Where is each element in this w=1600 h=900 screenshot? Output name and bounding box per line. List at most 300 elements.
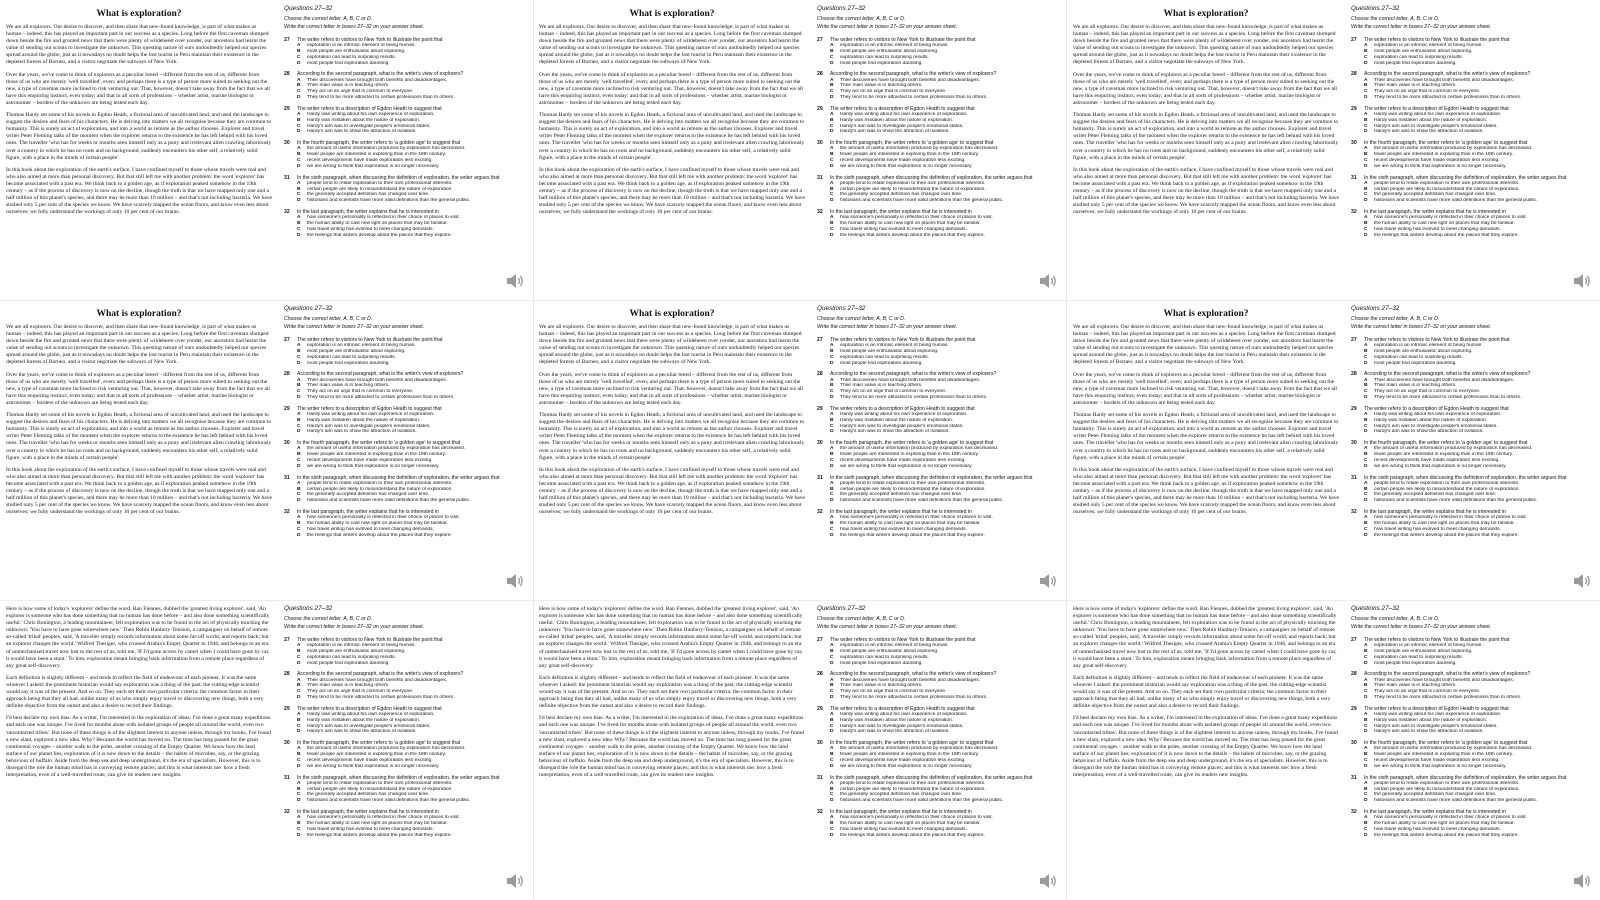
answer-option[interactable] [1351, 695, 1593, 701]
option-text: how travel writing has evolved to meet changing demands. [1374, 226, 1501, 232]
questions-header: Questions 27–32 [817, 305, 866, 312]
option-letter: A [830, 515, 834, 521]
option-text: the amount of useful information produced by exploration has decreased. [1374, 446, 1533, 452]
option-text: we are wrong to think that exploration is no longer necessary. [840, 163, 973, 169]
question-number: 30 [1351, 440, 1357, 447]
option-letter: A [830, 411, 834, 417]
option-text: Hardy was writing about his own experience of exploration. [1374, 111, 1502, 117]
option-text: recent developments have made exploration less exciting. [307, 457, 433, 463]
option-letter: D [830, 198, 834, 204]
answer-option[interactable] [1351, 129, 1593, 135]
passage-title: What is exploration? [96, 9, 182, 19]
answer-option[interactable] [284, 164, 526, 170]
option-text: They act on an urge that is common to everyone. [307, 389, 414, 395]
answer-option[interactable] [817, 361, 1059, 367]
answer-option[interactable] [1351, 498, 1593, 504]
option-text: the generally accepted definition has changed over time. [1374, 792, 1497, 798]
document-page-1 [533, 300, 1066, 600]
answer-option[interactable] [817, 764, 1059, 770]
passage-paragraph: I'd best declare my own bias. As a writer, I'm interested in the exploration of ideas. I've done a great many expeditions and each one was unique. I've lived for months alone with isolated groups of people all around the world, even two 'uncontacted tribes'. But none of these things is of the slightest interest to anyone unless, through my books, I've found a new slant, explored a new idea. Why? Because the world has moved on. The time has long passed for the great continental voyages – another walk to the poles, another crossing of the Empty Quarter. We know how the land surface of our planet lies; exploration of it is now down to the details – the habits of microbes, say, or the grazing behaviour of buffalo. Aside from the deep sea and deep underground, it's the era of specialists. However, this is to disregard the role the human mind has in conveying remote places; and this is what interests me: how a fresh interpretation, even of a well-travelled route, can give its readers new insights. [6, 715, 271, 779]
option-letter: C [1364, 526, 1368, 532]
option-text: we are wrong to think that exploration is no longer necessary. [307, 163, 440, 169]
answer-option[interactable] [817, 498, 1059, 504]
passage-paragraph: Over the years, we've come to think of explorers as a peculiar breed – different from the rest of us, different from those of us who are merely 'well travelled', even; and perhaps there is a type of person more suited to seeking out the new, a type of caveman more inclined to risk venturing out. That, however, doesn't take away from the fact that we all have this enquiring instinct, even today; and that in all sorts of professions – whether artist, marine biologist or astronomer – borders of the unknown are being tested each day. [1073, 371, 1337, 406]
option-letter: B [297, 83, 301, 89]
question-gap [284, 804, 526, 807]
option-text: Their discoveries have brought both benefits and disadvantages. [307, 377, 448, 383]
option-text: They act on an urge that is common to everyone. [840, 89, 947, 95]
question-gap [817, 804, 1059, 807]
answer-option[interactable] [817, 164, 1059, 170]
option-text: Hardy's aim was to investigate people's emotional states. [307, 423, 431, 429]
option-text: They act on an urge that is common to everyone. [840, 389, 947, 395]
option-text: recent developments have made exploration less exciting. [840, 457, 966, 463]
answer-option[interactable] [817, 798, 1059, 804]
option-letter: C [830, 226, 834, 232]
option-letter: A [297, 43, 301, 49]
option-letter: C [830, 354, 834, 360]
option-text: how travel writing has evolved to meet changing demands. [307, 526, 434, 532]
question-gap [1351, 538, 1593, 541]
option-letter: B [830, 452, 834, 458]
option-text: the amount of useful information produced by exploration has decreased. [1374, 146, 1533, 152]
option-letter: C [830, 689, 834, 695]
question-number: 31 [284, 774, 290, 781]
answer-option[interactable] [284, 498, 526, 504]
answer-option[interactable] [817, 695, 1059, 701]
question-gap [284, 735, 526, 738]
option-text: we are wrong to think that exploration is no longer necessary. [307, 463, 440, 469]
option-text: the feelings that writers develop about the places that they explore. [307, 532, 452, 538]
option-letter: D [830, 360, 834, 366]
speaker-icon[interactable] [1037, 270, 1059, 292]
answer-option[interactable] [1351, 429, 1593, 435]
answer-option[interactable] [284, 198, 526, 204]
passage-paragraph: Each definition is slightly different – and tends to reflect the field of endeavour of each pioneer. It was the same whoever I asked: the prominent historian would say exploration was a thing of the past, the cutting-edge scientist would say it was of the present. And so on. They each set their own particular criteria; the common factor in their approach being that they all had, unlike many of us who simply enjoy travel or discovering new things, both a very definite objective from the outset and also a desire to record their findings. [6, 674, 264, 710]
option-text: Hardy's aim was to investigate people's emotional states. [840, 723, 964, 729]
question-text: In the last paragraph, the writer explains that he is interested in [830, 208, 972, 215]
option-text: historians and scientists have more valid definitions than the general public. [840, 798, 1004, 804]
reading-passage [539, 6, 805, 294]
option-letter: D [830, 129, 834, 135]
option-letter: B [297, 649, 301, 654]
option-text: the amount of useful information produced by exploration has decreased. [840, 446, 999, 452]
option-letter: D [1364, 394, 1368, 400]
question-number: 27 [284, 37, 290, 43]
question-gap [817, 435, 1059, 438]
answer-option[interactable] [284, 695, 526, 701]
option-letter: D [1364, 94, 1368, 100]
option-letter: D [830, 94, 834, 100]
question-number: 29 [284, 105, 290, 112]
questions-instruction: Write the correct letter in boxes 27–32 on your answer sheet. [284, 624, 425, 630]
question-text: In the last paragraph, the writer explains that he is interested in [297, 208, 439, 215]
speaker-icon[interactable] [1037, 870, 1059, 892]
passage-paragraph: In this book about the exploration of the earth's surface, I have confined myself to those whose travels were real and who also aimed at more than personal discovery. But that still left me with another problem: the word 'explorer' has become associated with a past era. We think back to a golden age, as if exploration peaked somehow in the 19th century – as if the process of discovery is now on the decline, though the truth is that we have mapped only one and a half million of this planet's species, and there may be more than 10 million – and that's not including bacteria. We have studied only 5 per cent of the species we know. We have scarcely mapped the ocean floors, and know even less about ourselves; we fully understand the workings of only 10 per cent of our brains. [1073, 166, 1339, 216]
option-text: the generally accepted definition has changed over time. [840, 492, 963, 498]
option-text: fewer people are interested in exploring than in the 19th century. [840, 452, 980, 458]
option-text: the feelings that writers develop about the places that they explore. [840, 532, 985, 538]
option-letter: D [1364, 360, 1368, 366]
option-letter: D [1364, 798, 1368, 804]
option-letter: D [297, 60, 301, 66]
option-letter: C [830, 54, 834, 60]
answer-option[interactable] [1351, 464, 1593, 470]
answer-option[interactable] [284, 764, 526, 770]
answer-option[interactable] [1351, 661, 1593, 667]
question-text: In the fourth paragraph, the writer refers to 'a golden age' to suggest that [297, 440, 461, 447]
question-number: 29 [1351, 105, 1357, 112]
answer-option[interactable] [1351, 533, 1593, 539]
option-text: recent developments have made exploration less exciting. [1374, 757, 1500, 763]
option-letter: A [1364, 815, 1368, 821]
question-gap [1351, 770, 1593, 773]
option-text: Their discoveries have brought both benefits and disadvantages. [1374, 677, 1515, 683]
questions-instruction: Write the correct letter in boxes 27–32 on your answer sheet. [817, 624, 958, 630]
option-text: the generally accepted definition has changed over time. [307, 792, 430, 798]
question-number: 27 [817, 337, 823, 343]
question-text: The writer refers to a description of Egdon Heath to suggest that [830, 405, 975, 412]
option-letter: D [1364, 129, 1368, 135]
question-gap [1351, 470, 1593, 473]
option-letter: C [1364, 457, 1368, 463]
question-text: In the sixth paragraph, when discussing the definition of exploration, the writer argues that [297, 174, 500, 181]
option-letter: C [1364, 54, 1368, 60]
option-letter: D [830, 394, 834, 400]
option-letter: D [297, 198, 301, 204]
question-text: In the sixth paragraph, when discussing the definition of exploration, the writer argues that [297, 474, 500, 481]
option-text: certain people are likely to misunderstand the nature of exploration. [1374, 786, 1520, 792]
question-text: The writer refers to visitors to New York to illustrate the point that [830, 337, 976, 343]
question-gap [1351, 735, 1593, 738]
answer-option[interactable] [284, 798, 526, 804]
option-letter: C [1364, 354, 1368, 360]
option-text: most people find exploration daunting. [840, 660, 923, 666]
answer-option[interactable] [817, 233, 1059, 239]
question-text: In the last paragraph, the writer explains that he is interested in [297, 508, 439, 515]
answer-option[interactable] [284, 533, 526, 539]
answer-option[interactable] [1351, 729, 1593, 735]
option-text: the human ability to cast new light on places that may be familiar. [307, 220, 448, 226]
option-text: recent developments have made exploration less exciting. [307, 157, 433, 163]
questions-instruction: Choose the correct letter, A, B, C or D. [1351, 16, 1440, 22]
option-text: Hardy was mistaken about the nature of exploration. [1374, 717, 1488, 723]
option-letter: A [830, 677, 834, 683]
option-text: exploration can lead to surprising results. [307, 54, 396, 60]
option-letter: A [1364, 343, 1368, 349]
speaker-icon[interactable] [504, 570, 526, 592]
answer-option[interactable] [817, 95, 1059, 101]
row-divider [0, 600, 1600, 601]
option-letter: B [1364, 717, 1368, 723]
answer-option[interactable] [1351, 764, 1593, 770]
option-letter: A [1364, 215, 1368, 221]
answer-option[interactable] [1351, 798, 1593, 804]
answer-option[interactable] [817, 464, 1059, 470]
question-text: In the fourth paragraph, the writer refers to 'a golden age' to suggest that [297, 140, 461, 147]
option-text: how someone's personality is reflected in their choice of places to visit. [840, 215, 993, 221]
option-letter: D [1364, 198, 1368, 204]
option-letter: A [830, 111, 834, 117]
option-letter: B [1364, 417, 1368, 423]
option-text: historians and scientists have more valid definitions than the general public. [840, 198, 1004, 204]
question-number: 31 [1351, 174, 1357, 181]
speaker-icon[interactable] [1571, 870, 1593, 892]
option-text: the generally accepted definition has changed over time. [307, 192, 430, 198]
document-page-2 [533, 600, 1066, 900]
option-letter: B [297, 452, 301, 458]
answer-option[interactable] [1351, 198, 1593, 204]
speaker-icon[interactable] [504, 270, 526, 292]
answer-option[interactable] [817, 429, 1059, 435]
option-letter: B [830, 417, 834, 423]
option-text: the human ability to cast new light on places that may be familiar. [1374, 820, 1515, 826]
option-letter: A [1364, 746, 1368, 752]
option-letter: D [1364, 832, 1368, 838]
option-text: Hardy's aim was to investigate people's emotional states. [307, 123, 431, 129]
option-letter: C [297, 723, 301, 729]
answer-option[interactable] [1351, 95, 1593, 101]
option-letter: D [297, 694, 301, 700]
option-text: exploration is an intrinsic element of being human. [840, 343, 949, 349]
question-gap [1351, 504, 1593, 507]
question-text: The writer refers to a description of Egdon Heath to suggest that [830, 105, 975, 112]
option-text: Hardy's aim was to show the attraction of isolation. [1374, 129, 1484, 135]
passage-paragraph: In this book about the exploration of the earth's surface, I have confined myself to those whose travels were real and who also aimed at more than personal discovery. But that still left me with another problem: the word 'explorer' has become associated with a past era. We think back to a golden age, as if exploration peaked somehow in the 19th century – as if the process of discovery is now on the decline, though the truth is that we have mapped only one and a half million of this planet's species, and there may be more than 10 million – and that's not including bacteria. We have studied only 5 per cent of the species we know. We have scarcely mapped the ocean floors, and know even less about ourselves; we fully understand the workings of only 10 per cent of our brains. [539, 166, 805, 216]
option-text: They tend to be more attracted to certain professions than to others. [307, 694, 455, 700]
option-text: people tend to relate exploration to their own professional interests. [307, 780, 453, 786]
question-gap [817, 401, 1059, 404]
option-letter: A [297, 677, 301, 683]
passage-paragraph: Thomas Hardy set some of his novels in Egdon Heath, a fictional area of uncultivated land, and used the landscape to suggest the desires and fears of his characters. He is delving into matters we all recognise because they are common to humanity. This is surely an act of exploration, and into a world as remote as the author chooses. Explorer and travel writer Peter Fleming talks of the moment when the explorer returns to the existence he has left behind with his loved ones. The traveller 'who has for weeks or months seen himself only as a puny and irrelevant alien crawling laboriously over a country in which he has no roots and no background, suddenly encounters his other self, a relatively solid figure, with a place in the minds of certain people'. [1073, 112, 1339, 161]
question-gap [284, 838, 526, 841]
question-gap [817, 470, 1059, 473]
option-text: fewer people are interested in exploring than in the 19th century. [1374, 152, 1514, 158]
option-letter: C [297, 157, 301, 163]
option-text: people tend to relate exploration to their own professional interests. [307, 480, 453, 486]
option-text: Hardy's aim was to show the attraction of isolation. [307, 429, 417, 435]
questions-header: Questions 27–32 [284, 305, 333, 312]
option-text: how travel writing has evolved to meet changing demands. [307, 226, 434, 232]
option-text: Hardy was writing about his own experience of exploration. [840, 711, 968, 717]
option-letter: A [297, 377, 301, 383]
answer-option[interactable] [1351, 233, 1593, 239]
option-text: most people find exploration daunting. [307, 660, 390, 666]
answer-option[interactable] [1351, 395, 1593, 401]
answer-option[interactable] [817, 198, 1059, 204]
question-gap [817, 538, 1059, 541]
passage-title: What is exploration? [629, 309, 715, 319]
option-text: the feelings that writers develop about the places that they explore. [840, 232, 985, 238]
question-text: The writer refers to visitors to New York to illustrate the point that [1364, 637, 1510, 643]
option-text: the feelings that writers develop about the places that they explore. [1374, 232, 1519, 238]
option-text: exploration can lead to surprising results. [307, 354, 396, 360]
option-letter: B [297, 220, 301, 226]
question-text: The writer refers to visitors to New York to illustrate the point that [1364, 37, 1510, 43]
option-letter: A [830, 446, 834, 452]
questions-instruction: Write the correct letter in boxes 27–32 on your answer sheet. [1351, 624, 1492, 630]
option-letter: B [297, 117, 301, 123]
option-text: Their discoveries have brought both benefits and disadvantages. [1374, 77, 1515, 83]
answer-option[interactable] [284, 833, 526, 839]
option-text: people tend to relate exploration to their own professional interests. [1374, 180, 1520, 186]
question-gap [284, 238, 526, 241]
question-number: 32 [284, 208, 290, 215]
answer-option[interactable] [284, 464, 526, 470]
option-text: how travel writing has evolved to meet changing demands. [1374, 826, 1501, 832]
questions-header: Questions 27–32 [284, 5, 333, 12]
option-text: people tend to relate exploration to their own professional interests. [840, 180, 986, 186]
passage-paragraph: Over the years, we've come to think of explorers as a peculiar breed – different from the rest of us, different from those of us who are merely 'well travelled', even; and perhaps there is a type of person more suited to seeking out the new, a type of caveman more inclined to risk venturing out. That, however, doesn't take away from the fact that we all have this enquiring instinct, even today; and that in all sorts of professions – whether artist, marine biologist or astronomer – borders of the unknown are being tested each day. [539, 71, 803, 106]
passage-paragraph: Over the years, we've come to think of explorers as a peculiar breed – different from the rest of us, different from those of us who are merely 'well travelled', even; and perhaps there is a type of person more suited to seeking out the new, a type of caveman more inclined to risk venturing out. That, however, doesn't take away from the fact that we all have this enquiring instinct, even today; and that in all sorts of professions – whether artist, marine biologist or astronomer – borders of the unknown are being tested each day. [539, 371, 803, 406]
option-text: historians and scientists have more valid definitions than the general public. [307, 198, 471, 204]
question-number: 28 [817, 371, 823, 378]
option-letter: D [1364, 163, 1368, 169]
question-number: 27 [1351, 337, 1357, 343]
option-letter: C [830, 757, 834, 763]
option-text: They act on an urge that is common to everyone. [840, 689, 947, 695]
speaker-icon[interactable] [504, 870, 526, 892]
answer-option[interactable] [284, 61, 526, 67]
questions-panel [817, 603, 1059, 895]
questions-header: Questions 27–32 [817, 605, 866, 612]
option-letter: C [297, 689, 301, 695]
option-text: most people are enthusiastic about exploring. [307, 649, 406, 654]
question-text: According to the second paragraph, what is the writer's view of explorers? [1364, 71, 1531, 78]
option-letter: C [1364, 792, 1368, 798]
answer-option[interactable] [817, 729, 1059, 735]
option-text: exploration is an intrinsic element of being human. [1374, 43, 1483, 49]
question-number: 30 [284, 140, 290, 147]
option-letter: D [830, 694, 834, 700]
passage-title: What is exploration? [1163, 9, 1249, 19]
question-text: According to the second paragraph, what is the writer's view of explorers? [297, 671, 464, 678]
question-text: According to the second paragraph, what is the writer's view of explorers? [1364, 371, 1531, 378]
option-text: certain people are likely to misunderstand the nature of exploration. [840, 786, 986, 792]
answer-option[interactable] [284, 129, 526, 135]
option-text: the amount of useful information produced by exploration has decreased. [307, 146, 466, 152]
question-number: 29 [817, 705, 823, 712]
option-letter: A [1364, 146, 1368, 152]
option-text: the feelings that writers develop about the places that they explore. [840, 832, 985, 838]
speaker-icon[interactable] [1037, 570, 1059, 592]
passage-paragraph: Over the years, we've come to think of explorers as a peculiar breed – different from the rest of us, different from those of us who are merely 'well travelled', even; and perhaps there is a type of person more suited to seeking out the new, a type of caveman more inclined to risk venturing out. That, however, doesn't take away from the fact that we all have this enquiring instinct, even today; and that in all sorts of professions – whether artist, marine biologist or astronomer – borders of the unknown are being tested each day. [1073, 71, 1337, 106]
question-text: In the fourth paragraph, the writer refers to 'a golden age' to suggest that [830, 140, 994, 147]
passage-paragraph: I'd best declare my own bias. As a writer, I'm interested in the exploration of ideas. I've done a great many expeditions and each one was unique. I've lived for months alone with isolated groups of people all around the world, even two 'uncontacted tribes'. But none of these things is of the slightest interest to anyone unless, through my books, I've found a new slant, explored a new idea. Why? Because the world has moved on. The time has long passed for the great continental voyages – another walk to the poles, another crossing of the Empty Quarter. We know how the land surface of our planet lies; exploration of it is now down to the details – the habits of microbes, say, or the grazing behaviour of buffalo. Aside from the deep sea and deep underground, it's the era of specialists. However, this is to disregard the role the human mind has in conveying remote places; and this is what interests me: how a fresh interpretation, even of a well-travelled route, can give its readers new insights. [1073, 715, 1338, 779]
option-letter: A [1364, 480, 1368, 486]
speaker-icon[interactable] [1571, 270, 1593, 292]
option-letter: A [1364, 780, 1368, 786]
option-letter: C [1364, 723, 1368, 729]
option-text: Hardy was mistaken about the nature of exploration. [1374, 417, 1488, 423]
answer-option[interactable] [284, 395, 526, 401]
question-gap [284, 401, 526, 404]
option-text: historians and scientists have more valid definitions than the general public. [1374, 498, 1538, 504]
option-text: Hardy's aim was to investigate people's emotional states. [840, 423, 964, 429]
questions-instruction: Choose the correct letter, A, B, C or D. [817, 16, 906, 22]
option-letter: C [297, 526, 301, 532]
answer-option[interactable] [284, 95, 526, 101]
option-letter: C [297, 192, 301, 198]
answer-option[interactable] [1351, 61, 1593, 67]
answer-option[interactable] [284, 429, 526, 435]
answer-option[interactable] [284, 361, 526, 367]
passage-paragraph: In this book about the exploration of the earth's surface, I have confined myself to those whose travels were real and who also aimed at more than personal discovery. But that still left me with another problem: the word 'explorer' has become associated with a past era. We think back to a golden age, as if exploration peaked somehow in the 19th century – as if the process of discovery is now on the decline, though the truth is that we have mapped only one and a half million of this planet's species, and there may be more than 10 million – and that's not including bacteria. We have studied only 5 per cent of the species we know. We have scarcely mapped the ocean floors, and know even less about ourselves; we fully understand the workings of only 10 per cent of our brains. [1073, 466, 1339, 516]
option-letter: A [297, 77, 301, 83]
questions-panel [817, 303, 1059, 595]
question-number: 27 [817, 637, 823, 643]
speaker-icon[interactable] [1571, 570, 1593, 592]
questions-instruction: Write the correct letter in boxes 27–32 on your answer sheet. [284, 324, 425, 330]
question-text: The writer refers to a description of Egdon Heath to suggest that [1364, 405, 1509, 412]
question-number: 31 [1351, 774, 1357, 781]
option-letter: D [830, 832, 834, 838]
option-text: Their main value is in teaching others. [307, 83, 390, 89]
question-gap [1351, 701, 1593, 704]
question-text: In the fourth paragraph, the writer refers to 'a golden age' to suggest that [1364, 440, 1528, 447]
passage-paragraph: Thomas Hardy set some of his novels in Egdon Heath, a fictional area of uncultivated land, and used the landscape to suggest the desires and fears of his characters. He is delving into matters we all recognise because they are common to humanity. This is surely an act of exploration, and into a world as remote as the author chooses. Explorer and travel writer Peter Fleming talks of the moment when the explorer returns to the existence he has left behind with his loved ones. The traveller 'who has for weeks or months seen himself only as a puny and irrelevant alien crawling laboriously over a country in which he has no roots and no background, suddenly encounters his other self, a relatively solid figure, with a place in the minds of certain people'. [6, 412, 272, 461]
option-text: exploration can lead to surprising results. [840, 54, 929, 60]
option-text: we are wrong to think that exploration is no longer necessary. [840, 763, 973, 769]
option-text: people tend to relate exploration to their own professional interests. [1374, 780, 1520, 786]
option-letter: A [297, 515, 301, 521]
answer-option[interactable] [817, 533, 1059, 539]
question-number: 27 [284, 637, 290, 643]
option-text: Hardy's aim was to show the attraction of isolation. [307, 129, 417, 135]
answer-option[interactable] [817, 129, 1059, 135]
option-text: fewer people are interested in exploring than in the 19th century. [1374, 752, 1514, 758]
option-text: most people find exploration daunting. [840, 360, 923, 366]
answer-option[interactable] [284, 661, 526, 667]
question-gap [284, 470, 526, 473]
answer-option[interactable] [1351, 164, 1593, 170]
option-text: the human ability to cast new light on places that may be familiar. [307, 520, 448, 526]
option-letter: B [830, 649, 834, 654]
question-gap [1351, 666, 1593, 669]
option-letter: C [830, 389, 834, 395]
passage-paragraph: Thomas Hardy set some of his novels in Egdon Heath, a fictional area of uncultivated land, and used the landscape to suggest the desires and fears of his characters. He is delving into matters we all recognise because they are common to humanity. This is surely an act of exploration, and into a world as remote as the author chooses. Explorer and travel writer Peter Fleming talks of the moment when the explorer returns to the existence he has left behind with his loved ones. The traveller 'who has for weeks or months seen himself only as a puny and irrelevant alien crawling laboriously over a country in which he has no roots and no background, suddenly encounters his other self, a relatively solid figure, with a place in the minds of certain people'. [539, 412, 805, 461]
questions-panel [284, 603, 526, 895]
option-letter: B [1364, 486, 1368, 492]
option-letter: C [297, 89, 301, 95]
option-letter: D [1364, 498, 1368, 504]
question-number: 28 [817, 71, 823, 78]
option-text: most people find exploration daunting. [840, 60, 923, 66]
answer-option[interactable] [284, 233, 526, 239]
option-text: most people find exploration daunting. [307, 360, 390, 366]
answer-option[interactable] [284, 729, 526, 735]
option-text: most people are enthusiastic about exploring. [1374, 349, 1473, 354]
question-number: 30 [1351, 140, 1357, 147]
option-letter: C [830, 457, 834, 463]
option-text: Their discoveries have brought both benefits and disadvantages. [307, 77, 448, 83]
answer-option[interactable] [817, 661, 1059, 667]
answer-option[interactable] [817, 833, 1059, 839]
option-text: certain people are likely to misunderstand the nature of exploration. [307, 786, 453, 792]
option-text: Hardy's aim was to show the attraction of isolation. [840, 129, 950, 135]
question-gap [817, 504, 1059, 507]
question-gap [817, 135, 1059, 138]
option-letter: C [1364, 389, 1368, 395]
question-text: According to the second paragraph, what is the writer's view of explorers? [297, 71, 464, 78]
answer-option[interactable] [817, 61, 1059, 67]
answer-option[interactable] [817, 395, 1059, 401]
question-text: In the sixth paragraph, when discussing the definition of exploration, the writer argues that [1364, 774, 1567, 781]
option-letter: C [1364, 492, 1368, 498]
answer-option[interactable] [1351, 361, 1593, 367]
answer-option[interactable] [1351, 833, 1593, 839]
question-number: 30 [1351, 740, 1357, 747]
